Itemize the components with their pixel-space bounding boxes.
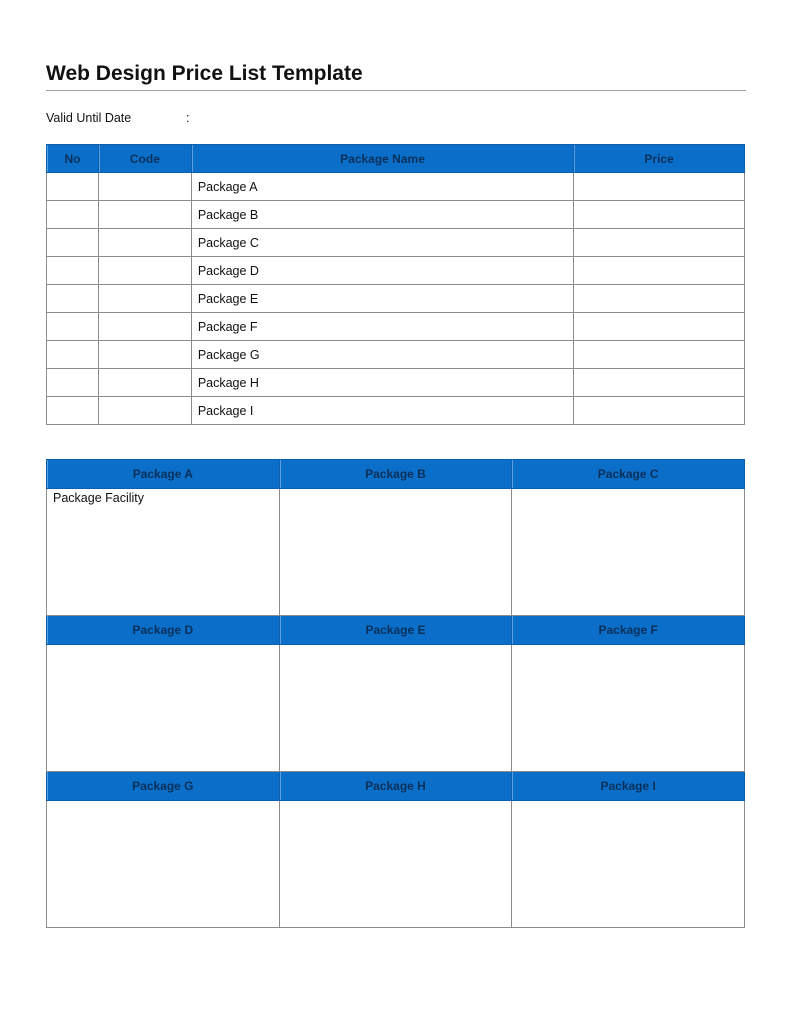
cell-code[interactable] (98, 173, 191, 201)
facility-cell-package-i[interactable] (512, 801, 745, 928)
header-no: No (47, 145, 99, 173)
cell-price[interactable] (574, 341, 745, 369)
header-package-h: Package H (279, 772, 512, 801)
cell-no[interactable] (47, 313, 99, 341)
package-facility-table (46, 459, 745, 928)
table-row (47, 313, 745, 341)
table-row (47, 257, 745, 285)
cell-price[interactable] (574, 257, 745, 285)
price-list-table (46, 144, 745, 425)
cell-no[interactable] (47, 257, 99, 285)
cell-package-name[interactable]: Package I (191, 397, 573, 425)
cell-package-name[interactable]: Package B (191, 201, 573, 229)
cell-package-name[interactable]: Package F (191, 313, 573, 341)
cell-code[interactable] (98, 257, 191, 285)
cell-package-name[interactable]: Package C (191, 229, 573, 257)
cell-no[interactable] (47, 369, 99, 397)
package-facility-row (47, 801, 745, 928)
header-package-name: Package Name (191, 145, 573, 173)
page-title: Web Design Price List Template (46, 62, 363, 85)
cell-no[interactable] (47, 229, 99, 257)
cell-no[interactable] (47, 397, 99, 425)
cell-code[interactable] (98, 341, 191, 369)
cell-no[interactable] (47, 285, 99, 313)
cell-code[interactable] (98, 201, 191, 229)
header-package-i: Package I (512, 772, 745, 801)
price-table-header-row (47, 145, 745, 173)
cell-code[interactable] (98, 229, 191, 257)
title-divider (46, 90, 746, 91)
package-header-row (47, 772, 745, 801)
header-package-d: Package D (47, 616, 280, 645)
cell-price[interactable] (574, 201, 745, 229)
cell-price[interactable] (574, 229, 745, 257)
table-row (47, 285, 745, 313)
facility-cell-package-d[interactable] (47, 645, 280, 772)
header-package-e: Package E (279, 616, 512, 645)
cell-price[interactable] (574, 369, 745, 397)
cell-no[interactable] (47, 201, 99, 229)
package-header-row (47, 616, 745, 645)
header-package-b: Package B (279, 460, 512, 489)
facility-cell-package-g[interactable] (47, 801, 280, 928)
header-price: Price (574, 145, 745, 173)
cell-price[interactable] (574, 173, 745, 201)
cell-package-name[interactable]: Package A (191, 173, 573, 201)
cell-no[interactable] (47, 173, 99, 201)
valid-until-separator: : (186, 111, 190, 125)
valid-until-label: Valid Until Date (46, 111, 132, 125)
table-row (47, 397, 745, 425)
header-package-f: Package F (512, 616, 745, 645)
cell-code[interactable] (98, 397, 191, 425)
table-row (47, 201, 745, 229)
cell-price[interactable] (574, 397, 745, 425)
header-package-g: Package G (47, 772, 280, 801)
package-facility-row (47, 489, 745, 616)
cell-code[interactable] (98, 313, 191, 341)
header-package-a: Package A (47, 460, 280, 489)
facility-cell-package-e[interactable] (279, 645, 512, 772)
package-facility-row (47, 645, 745, 772)
table-row (47, 369, 745, 397)
facility-cell-package-f[interactable] (512, 645, 745, 772)
cell-package-name[interactable]: Package E (191, 285, 573, 313)
cell-price[interactable] (574, 285, 745, 313)
facility-cell-package-a[interactable]: Package Facility (47, 489, 280, 616)
cell-price[interactable] (574, 313, 745, 341)
cell-package-name[interactable]: Package G (191, 341, 573, 369)
cell-code[interactable] (98, 285, 191, 313)
header-package-c: Package C (512, 460, 745, 489)
table-row (47, 341, 745, 369)
cell-package-name[interactable]: Package H (191, 369, 573, 397)
cell-code[interactable] (98, 369, 191, 397)
facility-cell-package-h[interactable] (279, 801, 512, 928)
facility-cell-package-b[interactable] (279, 489, 512, 616)
table-row (47, 173, 745, 201)
package-header-row (47, 460, 745, 489)
facility-cell-package-c[interactable] (512, 489, 745, 616)
header-code: Code (98, 145, 191, 173)
cell-package-name[interactable]: Package D (191, 257, 573, 285)
cell-no[interactable] (47, 341, 99, 369)
table-row (47, 229, 745, 257)
